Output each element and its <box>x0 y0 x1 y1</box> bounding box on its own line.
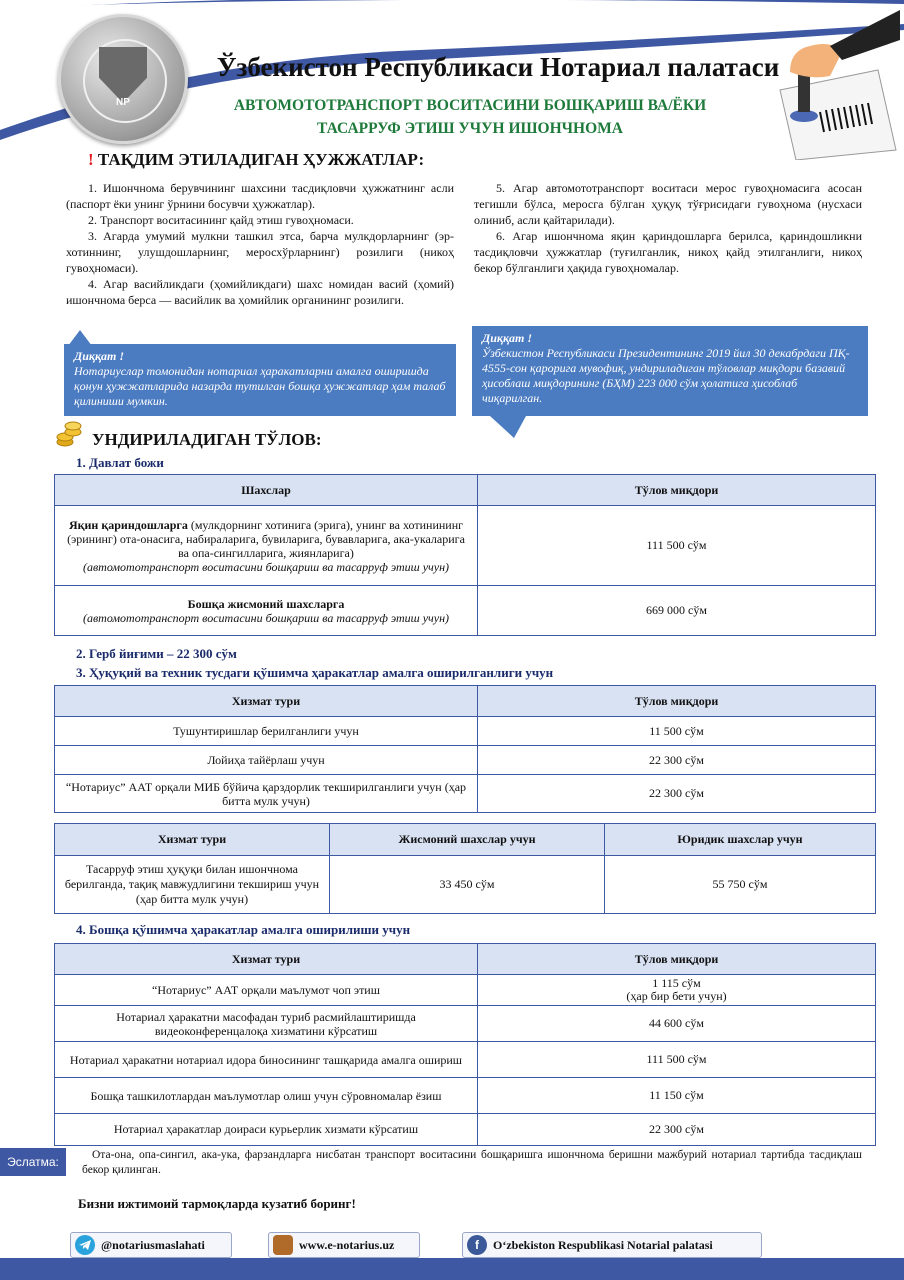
table-row: “Нотариус” ААТ орқали маълумот чоп этиш 1 115 сўм (ҳар бир бети учун) <box>55 975 876 1006</box>
fees-heading: УНДИРИЛАДИГАН ТЎЛОВ: <box>92 430 322 449</box>
page-title: Ўзбекистон Республикаси Нотариал палатаси <box>216 52 780 82</box>
hand-stamp-illustration <box>760 10 900 160</box>
other-services-table <box>54 943 876 1146</box>
documents-list-left <box>66 180 454 308</box>
table-header: Тўлов миқдори <box>478 475 876 506</box>
table-row: Нотариал ҳаракатни нотариал идора биносининг ташқарида амалга ошириш 111 500 сўм <box>55 1042 876 1078</box>
notarius-logo-icon <box>273 1235 293 1255</box>
table-header: Жисмоний шахслар учун <box>330 824 605 856</box>
table-row: Лойиҳа тайёрлаш учун 22 300 сўм <box>55 746 876 775</box>
table-row: Бошқа жисмоний шахсларга (автомототранспорт воситасини бошқариш ва тасарруф этиш учун) 669 000 сўм <box>55 586 876 636</box>
table-header: Юридик шахслар учун <box>605 824 876 856</box>
restriction-check-table <box>54 823 876 914</box>
list-item: 5. Агар автомототранспорт воситаси мерос гувоҳномасига асосан тегишли бўлса, меросга бўлган ҳуқуқ тўғрисидаги гувоҳнома (нусхаси олиниб, асли қайтарилади). <box>474 181 862 227</box>
coins-icon <box>56 420 82 448</box>
emblem-fee-heading: 2. Герб йиғими – 22 300 сўм <box>76 646 237 661</box>
table-header: Тўлов миқдори <box>478 686 876 717</box>
table-row: “Нотариус” ААТ орқали МИБ бўйича қарздорлик текширилганлиги учун (ҳар битта мулк учун) 22 300 сўм <box>55 775 876 813</box>
documents-heading: ! ТАҚДИМ ЭТИЛАДИГАН ҲУЖЖАТЛАР: <box>88 150 425 169</box>
footer-band <box>0 1258 904 1280</box>
table-header: Тўлов миқдори <box>478 944 876 975</box>
attention-note-left: Диққат ! Нотариуслар томонидан нотариал ҳаракатларни амалга оширишда қонун ҳужжатларида назарда тутилган бошқа ҳужжатлар ҳам талаб қилиниши мумкин. <box>64 344 456 416</box>
table-row: Нотариал ҳаракатни масофадан туриб расмийлаштиришда видеоконференцалоқа хизматини кўрсатиш 44 600 сўм <box>55 1006 876 1042</box>
notarial-chamber-seal <box>58 14 188 144</box>
website-link[interactable]: www.e-notarius.uz <box>268 1232 420 1258</box>
documents-list-right <box>474 180 862 276</box>
table-row: Яқин қариндошларга (мулкдорнинг хотинига (эрига), унинг ва хотинининг (эрининг) ота-онасига, набираларига, бувиларига, бувавларига, ака-укаларига ва опа-сингилларига, жиянларига) (автомототранспорт воситасини бошқариш ва тасарруф этиш учун) 111 500 сўм <box>55 506 876 586</box>
seal-label: NP <box>116 97 130 108</box>
note-label: Эслатма: <box>0 1148 66 1176</box>
list-item: 6. Агар ишончнома яқин қариндошларга берилса, қариндошликни тасдиқловчи ҳужжатлар (туғилганлик, никоҳ қайд этилганлиги, никоҳ бекор бўлганлиги ҳақида гувоҳномалар. <box>474 229 862 275</box>
other-actions-heading: 4. Бошқа қўшимча ҳаракатлар амалга оширилиши учун <box>76 922 411 937</box>
facebook-link[interactable]: f O‘zbekiston Respublikasi Notarial palatasi <box>462 1232 762 1258</box>
page-subtitle: АВТОМОТОТРАНСПОРТ ВОСИТАСИНИ БОШҚАРИШ ВА/ЁКИ ТАСАРРУФ ЭТИШ УЧУН ИШОНЧНОМА <box>233 97 707 137</box>
note-text: Ота-она, опа-сингил, ака-ука, фарзандларга нисбатан транспорт воситасини бошқаришга ишончнома беришни мажбурий нотариал тартибда тасдиқлаш бекор қилинган. <box>82 1149 862 1176</box>
list-item: 2. Транспорт воситасининг қайд этиш гувоҳномаси. <box>88 213 354 227</box>
table-header: Шахслар <box>55 475 478 506</box>
note-pointer <box>64 330 94 346</box>
table-header: Хизмат тури <box>55 824 330 856</box>
table-row: Нотариал ҳаракатлар доираси курьерлик хизмати кўрсатиш 22 300 сўм <box>55 1114 876 1146</box>
facebook-icon: f <box>467 1235 487 1255</box>
state-duty-heading: 1. Давлат божи <box>76 455 164 470</box>
additional-actions-heading: 3. Ҳуқуқий ва техник тусдаги қўшимча ҳаракатлар амалга оширилганлиги учун <box>76 665 554 680</box>
telegram-link[interactable]: @notariusmaslahati <box>70 1232 232 1258</box>
list-item: 1. Ишончнома берувчининг шахсини тасдиқловчи ҳужжатнинг асли (паспорт ёки унинг ўрнини босувчи ҳужжатлар). <box>66 181 454 211</box>
list-item: 4. Агар васийликдаги (ҳомийликдаги) шахс номидан васий (ҳомий) ишончнома берса — васийлик ва ҳомийлик органининг розилиги. <box>66 277 454 307</box>
table-header: Хизмат тури <box>55 944 478 975</box>
additional-services-table <box>54 685 876 813</box>
table-row: Тушунтиришлар берилганлиги учун 11 500 сўм <box>55 717 876 746</box>
table-row: Бошқа ташкилотлардан маълумотлар олиш учун сўровномалар ёзиш 11 150 сўм <box>55 1078 876 1114</box>
table-header: Хизмат тури <box>55 686 478 717</box>
note-pointer <box>490 416 530 438</box>
attention-note-right: Диққат ! Ўзбекистон Республикаси Президентининг 2019 йил 30 декабрдаги ПҚ- 4555-сон қарорига мувофиқ, ундириладиган тўловлар миқдори базавий ҳисоблаш миқдорининг (БҲМ) 223 000 сўм ҳолатига ҳисоблаб чиқарилган. <box>472 326 868 416</box>
telegram-icon <box>75 1235 95 1255</box>
follow-us-text: Бизни ижтимоий тармоқларда кузатиб боринг! <box>78 1196 356 1211</box>
list-item: 3. Агарда умумий мулкни ташкил этса, барча мулкдорларнинг (эр-хотиннинг, улушдошларнинг, меросхўрларнинг) розилиги (никоҳ гувоҳномаси). <box>66 229 454 275</box>
state-duty-table <box>54 474 876 636</box>
table-row: Тасарруф этиш ҳуқуқи билан ишончнома берилганда, тақиқ мавжудлигини текшириш учун (ҳар битта мулк учун) 33 450 сўм 55 750 сўм <box>55 856 876 914</box>
